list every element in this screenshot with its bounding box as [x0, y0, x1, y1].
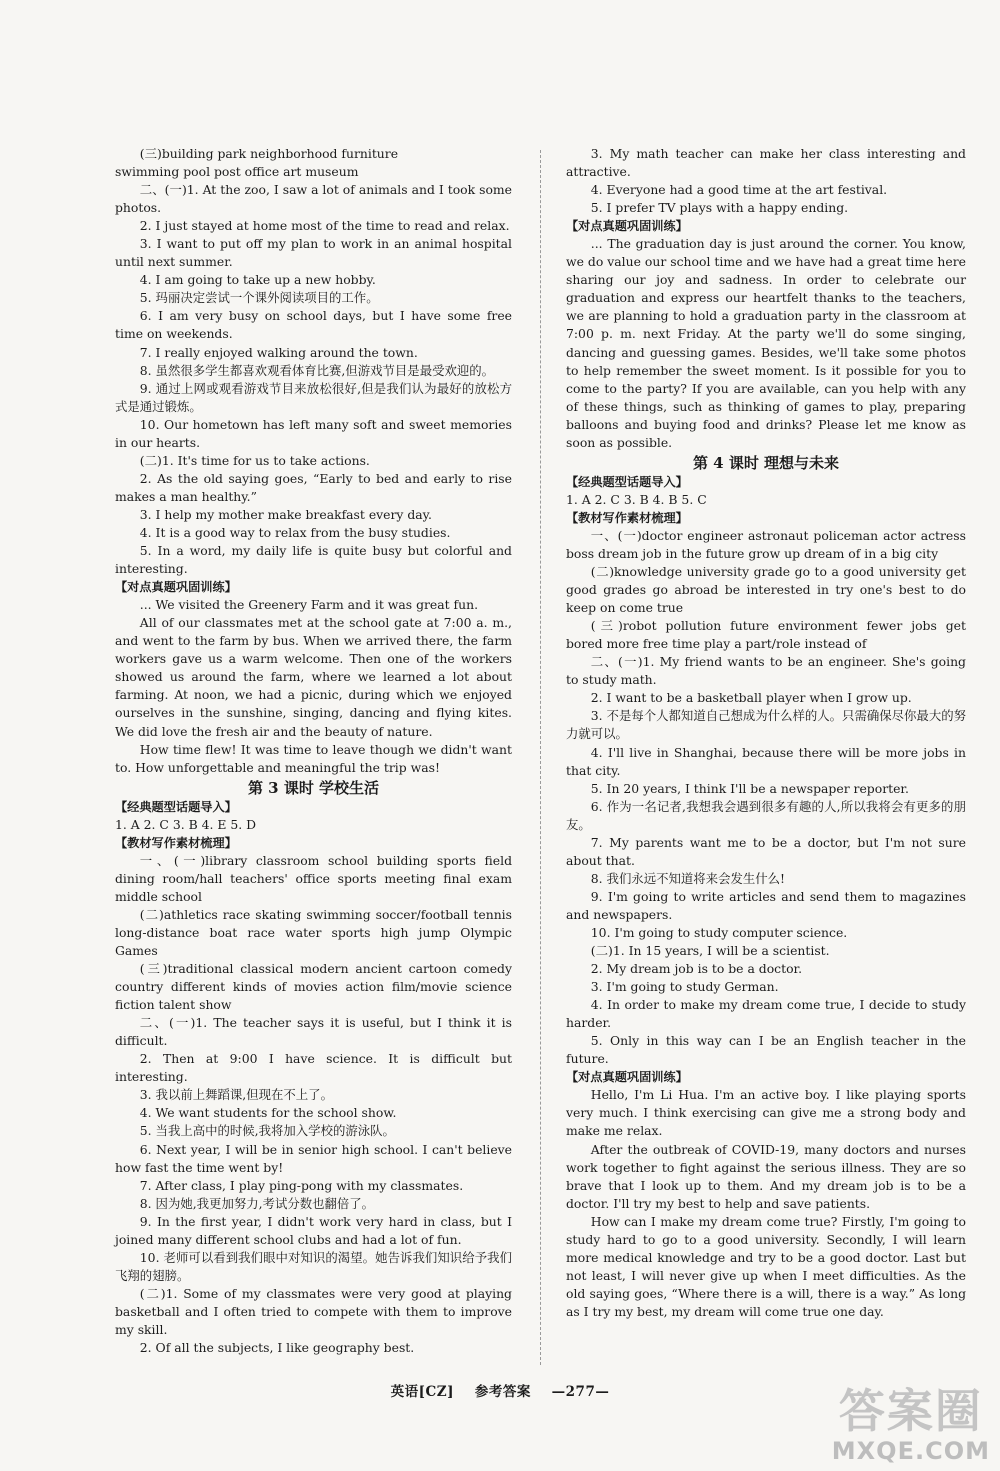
answer-paragraph: 5. I prefer TV plays with a happy ending. [590, 200, 849, 216]
watermark [832, 1385, 990, 1465]
answer-paragraph: (二)1. Some of my classmates were very good at playing basketball and I often tried to compete with them to improve my skill. [115, 1285, 512, 1337]
answer-paragraph: 二、(一)1. My friend wants to be an engineer. She's going to study math. [566, 654, 966, 688]
answer-paragraph: 6. 作为一名记者,我想我会遇到很多有趣的人,所以我将会有更多的朋友。 [566, 798, 966, 832]
answer-paragraph: ... The graduation day is just around the corner. You know, we do value our school time and we have had a great time here sharing our joy and sadness. In order to celebrate our graduation and express our heartfelt thanks to the teachers, we are planning to hold a graduation party in the classroom at 7:00 p. m. next Friday. At the party we'll do some singing, dancing and guessing games. Besides, we'll take some photos to help remember the sweet moment. Is it possible for you to come to the party? If you are available, can you help with any of these things, such as thinking of games to play, preparing balloons and buying food and drinks? Please let me know as soon as possible. [566, 236, 966, 450]
answer-paragraph: 2. Then at 9:00 I have science. It is difficult but interesting. [115, 1051, 512, 1085]
right-column [566, 145, 966, 1321]
answer-paragraph: 6. Next year, I will be in senior high school. I can't believe how fast the time went by! [115, 1141, 512, 1175]
column-divider [540, 150, 541, 1365]
answer-paragraph: 4. Everyone had a good time at the art festival. [590, 182, 888, 198]
answer-paragraph: (二)knowledge university grade go to a good university get good grades go abroad be interested in try one's best to do keep on come true [566, 564, 966, 616]
section-heading: 【教材写作素材梳理】 [115, 835, 237, 850]
answer-paragraph: 9. In the first year, I didn't work very hard in class, but I joined many different school clubs and had a lot of fun. [115, 1213, 512, 1247]
page-number: —277— [551, 1384, 610, 1400]
answer-paragraph: (二)1. In 15 years, I will be a scientist. [590, 943, 830, 959]
answer-paragraph: 1. A 2. C 3. B 4. B 5. C [566, 491, 707, 507]
left-column [115, 145, 512, 1357]
answer-paragraph: 7. My parents want me to be a doctor, but I'm not sure about that. [566, 834, 966, 868]
footer-subject: 英语[CZ] [390, 1384, 455, 1400]
footer-label: 参考答案 [474, 1384, 531, 1400]
answer-paragraph: 4. We want students for the school show. [139, 1105, 397, 1121]
answer-paragraph: How time flew! It was time to leave though we didn't want to. How unforgettable and meaningful the trip was! [115, 741, 512, 775]
answer-paragraph: 4. It is a good way to relax from the busy studies. [139, 524, 451, 540]
answer-paragraph: (三)robot pollution future environment fewer jobs get bored more free time play a part/role instead of [566, 618, 966, 652]
answer-paragraph: 二、(一)1. The teacher says it is useful, but I think it is difficult. [115, 1015, 512, 1049]
answer-paragraph: 10. Our hometown has left many soft and sweet memories in our hearts. [115, 416, 512, 450]
answer-paragraph: 10. I'm going to study computer science. [590, 924, 848, 940]
answer-paragraph: (二)1. It's time for us to take actions. [139, 452, 370, 468]
answer-paragraph: All of our classmates met at the school gate at 7:00 a. m., and went to the farm by bus. When we arrived there, the farm workers gave us a warm welcome. Then one of the workers showed us around the farm, where we learned a lot about farming. At noon, we had a picnic, during which we enjoyed ourselves in the sunshine, singing, dancing and flying kites. We did love the fresh air and the beauty of nature. [115, 615, 512, 739]
answer-paragraph: 3. 不是每个人都知道自己想成为什么样的人。只需确保尽你最大的努力就可以。 [566, 708, 966, 742]
answer-paragraph: 4. I am going to take up a new hobby. [139, 272, 376, 288]
answer-paragraph: 6. I am very busy on school days, but I have some free time on weekends. [115, 308, 512, 342]
answer-paragraph: 4. In order to make my dream come true, I decide to study harder. [566, 997, 966, 1031]
answer-paragraph: 一、(一)library classroom school building sports field dining room/hall teachers' office sports meeting final exam middle school [115, 852, 512, 904]
answer-paragraph: 5. In 20 years, I think I'll be a newspaper reporter. [590, 780, 909, 796]
answer-paragraph: 2. As the old saying goes, “Early to bed and early to rise makes a man healthy.” [115, 470, 512, 504]
answer-paragraph: After the outbreak of COVID-19, many doctors and nurses work together to fight against the serious illness. They are so brave that I look up to them. And my dream job is to be a doctor. I'll try my best to help and save patients. [566, 1141, 966, 1211]
lesson-title: 第 3 课时 学校生活 [247, 778, 380, 797]
section-heading: 【对点真题巩固训练】 [115, 580, 237, 595]
answer-paragraph: 2. Of all the subjects, I like geography best. [139, 1340, 415, 1356]
answer-paragraph: 5. 当我上高中的时候,我将加入学校的游泳队。 [139, 1123, 395, 1139]
answer-paragraph: 1. A 2. C 3. B 4. E 5. D [115, 816, 257, 832]
answer-paragraph: 2. I want to be a basketball player when I grow up. [590, 690, 912, 706]
lesson-title: 第 4 课时 理想与未来 [692, 453, 840, 472]
answer-paragraph: 3. My math teacher can make her class interesting and attractive. [566, 146, 966, 180]
watermark-url: MXQE.COM [831, 1437, 990, 1465]
answer-paragraph: 5. In a word, my daily life is quite busy but colorful and interesting. [115, 543, 512, 577]
answer-paragraph: 9. 通过上网或观看游戏节目来放松很好,但是我们认为最好的放松方式是通过锻炼。 [115, 380, 512, 414]
section-heading: 【对点真题巩固训练】 [566, 219, 688, 234]
section-heading: 【教材写作素材梳理】 [566, 510, 688, 525]
answer-paragraph: 9. I'm going to write articles and send them to magazines and newspapers. [566, 888, 966, 922]
answer-paragraph: 2. My dream job is to be a doctor. [590, 961, 803, 977]
answer-paragraph: 3. I want to put off my plan to work in an animal hospital until next summer. [115, 236, 512, 270]
answer-paragraph: 3. 我以前上舞蹈课,但现在不上了。 [139, 1087, 333, 1103]
answer-paragraph: 5. 玛丽决定尝试一个课外阅读项目的工作。 [139, 290, 379, 306]
answer-paragraph: (三)traditional classical modern ancient cartoon comedy country different kinds of movies action film/movie science fiction talent show [115, 961, 512, 1013]
section-heading: 【经典题型话题导入】 [115, 799, 237, 814]
answer-paragraph: ... We visited the Greenery Farm and it was great fun. [139, 597, 479, 613]
answer-paragraph: 3. I help my mother make breakfast every day. [139, 506, 432, 522]
answer-paragraph: swimming pool post office art museum [115, 164, 359, 180]
answer-paragraph: 二、(一)1. At the zoo, I saw a lot of animals and I took some photos. [115, 182, 512, 216]
section-heading: 【对点真题巩固训练】 [566, 1070, 688, 1085]
answer-paragraph: 2. I just stayed at home most of the time to read and relax. [139, 218, 510, 234]
answer-paragraph: 4. I'll live in Shanghai, because there will be more jobs in that city. [566, 744, 966, 778]
answer-paragraph: 8. 因为她,我更加努力,考试分数也翻倍了。 [139, 1195, 375, 1211]
answer-paragraph: (三)building park neighborhood furniture [139, 146, 399, 161]
answer-paragraph: 7. I really enjoyed walking around the town. [139, 344, 418, 360]
answer-paragraph: (二)athletics race skating swimming soccer/football tennis long-distance boat race water sports high jump Olympic Games [115, 906, 512, 959]
answer-paragraph: 10. 老师可以看到我们眼中对知识的渴望。她告诉我们知识给予我们飞翔的翅膀。 [115, 1249, 512, 1283]
section-heading: 【经典题型话题导入】 [566, 474, 688, 489]
answer-paragraph: 一、(一)doctor engineer astronaut policeman actor actress boss dream job in the future grow up dream of in a big city [566, 527, 966, 561]
answer-paragraph: 8. 虽然很多学生都喜欢观看体育比赛,但游戏节目是最受欢迎的。 [139, 362, 495, 378]
answer-paragraph: 8. 我们永远不知道将来会发生什么! [590, 870, 786, 886]
answer-paragraph: Hello, I'm Li Hua. I'm an active boy. I like playing sports very much. I think exercising can give me a strong body and make me relax. [566, 1087, 966, 1139]
watermark-logo: 答案圈 [838, 1384, 983, 1438]
answer-paragraph: 5. Only in this way can I be an English teacher in the future. [566, 1033, 966, 1067]
answer-paragraph: How can I make my dream come true? Firstly, I'm going to study hard to go to a good university. Secondly, I will learn more medical knowledge and try to be a good doctor. Last but not least, I will never give up when I meet difficulties. As the old saying goes, “Where there is a will, there is a way.” As long as I try my best, my dream will come true one day. [566, 1213, 966, 1319]
answer-paragraph: 7. After class, I play ping-pong with my classmates. [139, 1177, 464, 1193]
answer-paragraph: 3. I'm going to study German. [590, 979, 779, 995]
